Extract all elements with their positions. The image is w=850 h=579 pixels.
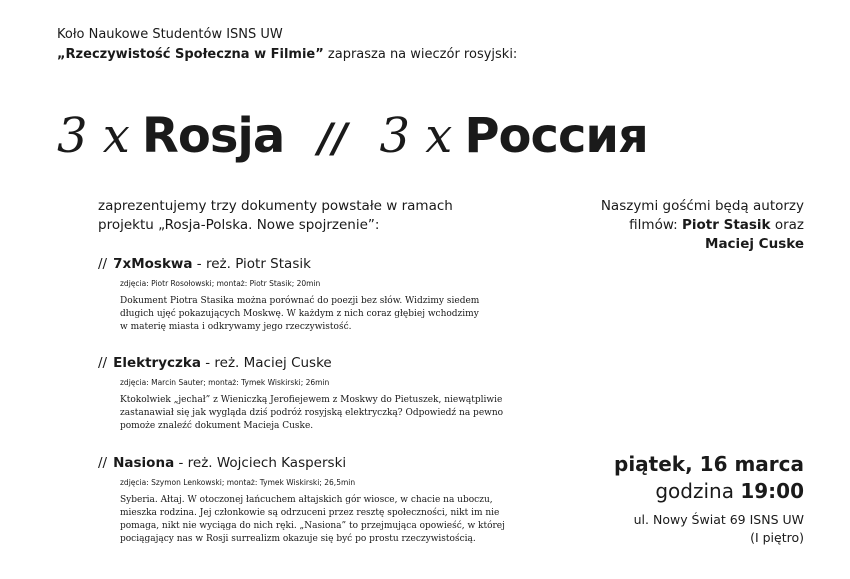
film-title: Elektryczka xyxy=(113,355,201,371)
guests-line-2 xyxy=(574,216,804,235)
description-line: długich ujęć pokazujących Moskwę. W każdym z nich coraz głębiej wchodzimy xyxy=(120,309,479,319)
description-line: pomoże znaleźć dokument Macieja Cuske. xyxy=(120,421,314,431)
floor-line: (I piętro) xyxy=(750,530,804,545)
series-line xyxy=(57,47,517,62)
event-address xyxy=(634,511,804,547)
event-date: piątek, 16 marca xyxy=(614,452,804,476)
organizer-line: Koło Naukowe Studentów ISNS UW xyxy=(57,27,283,42)
film-credits: zdjęcia: Marcin Sauter; montaż: Tymek Wiskirski; 26min xyxy=(120,378,330,387)
film-title: 7xMoskwa xyxy=(113,256,193,272)
description-line: w materię miasta i odkrywamy jego rzeczywistość. xyxy=(120,322,352,332)
intro-text xyxy=(98,197,518,235)
film-title: Nasiona xyxy=(113,455,175,471)
film-bullet: // xyxy=(98,256,108,272)
intro-line-1: zaprezentujemy trzy dokumenty powstałe w ramach xyxy=(98,198,453,214)
description-line: Syberia. Ałtaj. W otoczonej łańcuchem ałtajskich gór wiosce, w chacie na uboczu, xyxy=(120,495,493,505)
film-credits: zdjęcia: Piotr Rosołowski; montaż: Piotr Stasik; 20min xyxy=(120,279,321,288)
guests-info xyxy=(574,197,804,254)
title-prefix-latin: 3 x xyxy=(57,108,130,164)
series-invitation: zaprasza na wieczór rosyjski: xyxy=(323,47,518,62)
guest-name: Piotr Stasik xyxy=(681,217,771,233)
film-description xyxy=(120,394,540,433)
series-name: „Rzeczywistość Społeczna w Filmie” xyxy=(57,47,324,62)
title-prefix-cyrillic: 3 x xyxy=(379,108,453,164)
film-title-line xyxy=(98,355,540,371)
film-description xyxy=(120,295,540,334)
title-separator: // xyxy=(318,116,348,162)
event-title xyxy=(57,108,648,168)
description-line: zastanawiał się jak wygląda dziś podróż rosyjską elektryczką? Odpowiedź na pewno xyxy=(120,408,504,418)
description-line: pomaga, nikt nie wyciąga do nich ręki. „Nasiona” to przejmująca opowieść, w której xyxy=(120,521,505,531)
description-line: Ktokolwiek „jechał” z Wieniczką Jerofiejewem z Moskwy do Pietuszek, niewątpliwie xyxy=(120,395,503,405)
event-time xyxy=(655,479,804,503)
title-word-latin: Rosja xyxy=(141,108,285,164)
film-title-line xyxy=(98,455,540,471)
film-item xyxy=(98,256,540,334)
film-item xyxy=(98,455,540,546)
description-line: Dokument Piotra Stasika można porównać do poezji bez słów. Widzimy siedem xyxy=(120,296,480,306)
guests-prefix: filmów: xyxy=(629,217,682,233)
film-bullet: // xyxy=(98,455,108,471)
film-credits: zdjęcia: Szymon Lenkowski; montaż: Tymek Wiskirski; 26,5min xyxy=(120,478,356,487)
description-line: pociągający nas w Rosji surrealizm okazuje się być po prostu rzeczywistością. xyxy=(120,534,476,544)
time-value: 19:00 xyxy=(740,479,804,503)
film-item xyxy=(98,355,540,433)
guests-conjunction: oraz xyxy=(770,217,804,233)
film-bullet: // xyxy=(98,355,108,371)
time-prefix: godzina xyxy=(655,479,741,503)
title-word-cyrillic: Россия xyxy=(464,108,648,164)
guests-line-1: Naszymi gośćmi będą autorzy xyxy=(600,198,804,214)
guest-name: Maciej Cuske xyxy=(705,236,804,252)
film-title-line xyxy=(98,256,540,272)
film-director: - reż. Piotr Stasik xyxy=(192,256,311,272)
film-description xyxy=(120,494,540,546)
description-line: mieszka rodzina. Jej członkowie są odrzuceni przez resztę społeczności, nikt im nie xyxy=(120,508,500,518)
film-director: - reż. Maciej Cuske xyxy=(200,355,332,371)
intro-line-2: projektu „Rosja-Polska. Nowe spojrzenie”: xyxy=(98,217,380,233)
address-line: ul. Nowy Świat 69 ISNS UW xyxy=(633,512,804,527)
film-director: - reż. Wojciech Kasperski xyxy=(174,455,347,471)
